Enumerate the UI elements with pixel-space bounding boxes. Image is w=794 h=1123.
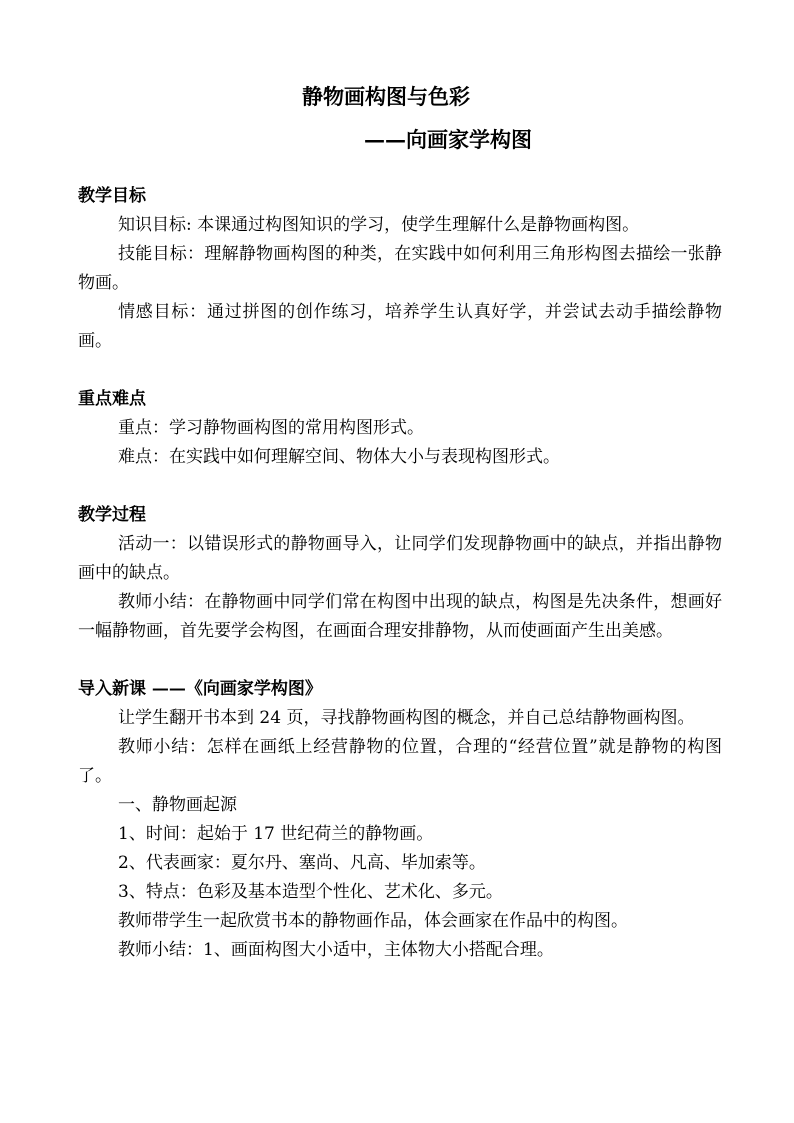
paragraph: 教师小结：怎样在画纸上经营静物的位置，合理的“经营位置”就是静物的构图了。 [78, 737, 722, 786]
section-heading: 重点难点 [78, 389, 146, 409]
document-subtitle: ——向画家学构图 [364, 127, 532, 152]
paragraph: 技能目标：理解静物画构图的种类，在实践中如何利用三角形构图去描绘一张静物画。 [78, 244, 722, 293]
paragraph: 让学生翻开书本到 24 页，寻找静物画构图的概念，并自己总结静物画构图。 [118, 708, 695, 728]
paragraph: 活动一：以错误形式的静物画导入，让同学们发现静物画中的缺点，并指出静物画中的缺点。 [78, 534, 722, 583]
section-teaching-process [78, 501, 722, 646]
paragraph: 教师带学生一起欣赏书本的静物画作品，体会画家在作品中的构图。 [118, 911, 628, 931]
paragraph: 情感目标：通过拼图的创作练习，培养学生认真好学，并尝试去动手描绘静物画。 [78, 302, 722, 351]
document-title: 静物画构图与色彩 [302, 84, 470, 109]
paragraph: 教师小结：1、画面构图大小适中，主体物大小搭配合理。 [118, 940, 554, 960]
list-item: 3、特点：色彩及基本造型个性化、艺术化、多元。 [118, 882, 503, 902]
section-heading: 教学过程 [78, 505, 146, 525]
section-teaching-goals [78, 182, 722, 356]
list-item: 2、代表画家：夏尔丹、塞尚、凡高、毕加索等。 [118, 853, 486, 873]
paragraph: 重点：学习静物画构图的常用构图形式。 [118, 418, 424, 438]
list-item: 1、时间：起始于 17 世纪荷兰的静物画。 [118, 824, 434, 844]
section-new-lesson [78, 675, 722, 965]
section-key-points [78, 385, 722, 472]
paragraph: 教师小结：在静物画中同学们常在构图中出现的缺点，构图是先决条件，想画好一幅静物画，首先要学会构图，在画面合理安排静物，从而使画面产生出美感。 [78, 592, 722, 641]
list-heading: 一、静物画起源 [118, 795, 237, 815]
section-heading: 教学目标 [78, 186, 146, 206]
paragraph: 知识目标: 本课通过构图知识的学习，使学生理解什么是静物画构图。 [118, 215, 640, 235]
section-heading: 导入新课 ——《向画家学构图》 [78, 679, 322, 699]
paragraph: 难点：在实践中如何理解空间、物体大小与表现构图形式。 [118, 447, 560, 467]
document-body [78, 182, 722, 994]
